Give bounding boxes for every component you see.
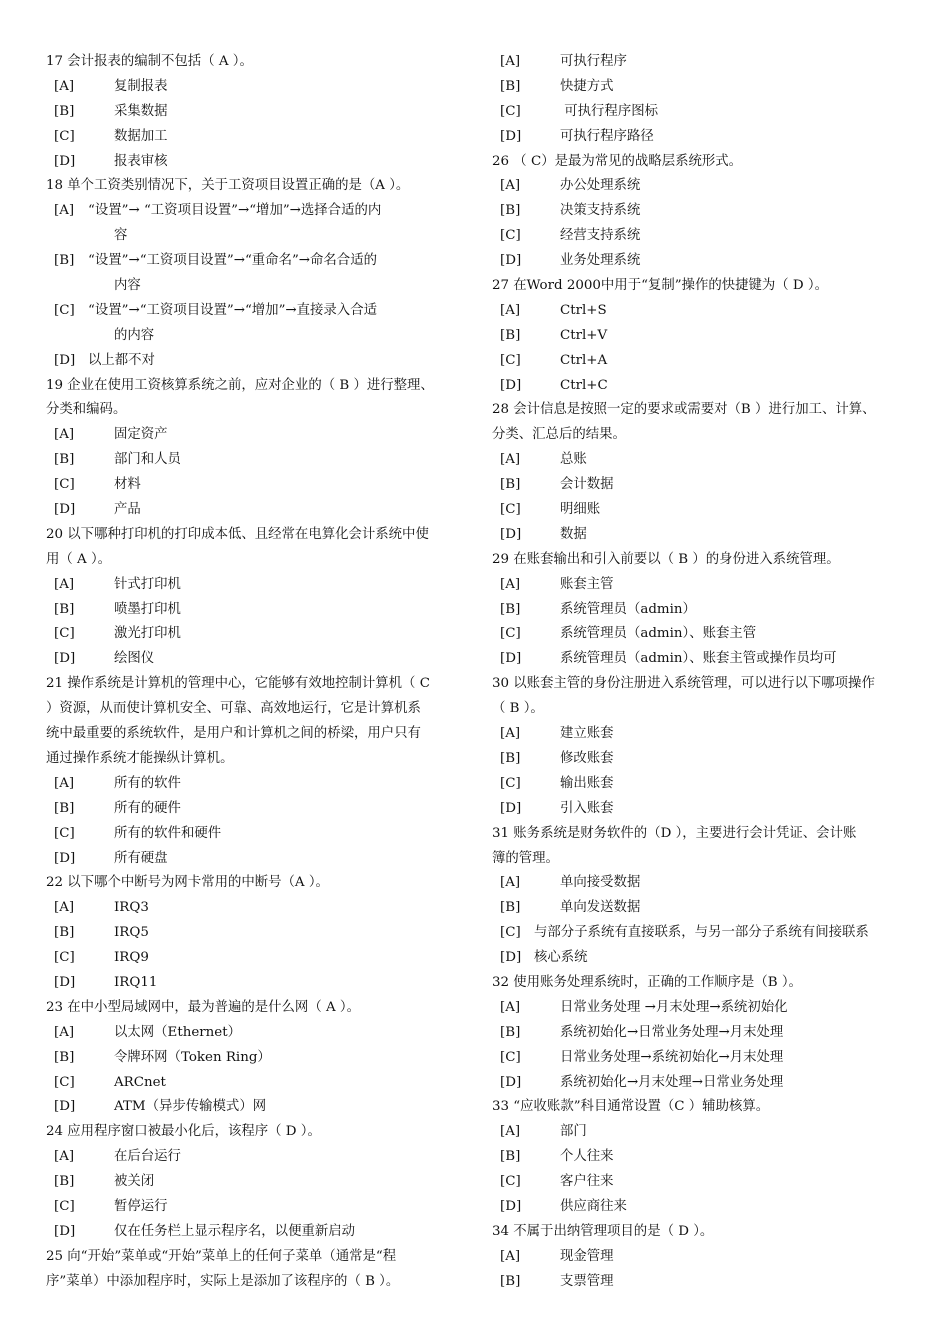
answer-option [46,772,466,797]
answer-option [492,747,922,772]
question-text-continued: 通过操作系统才能操纵计算机。 [46,750,234,766]
option-letter: [A] [500,178,521,194]
option-letter: [D] [500,253,522,269]
answer-option [492,75,922,100]
option-letter: [B] [54,103,75,119]
option-letter: [D] [54,1223,76,1239]
answer-option [492,1170,922,1195]
option-text: 单向发送数据 [560,900,641,916]
option-letter: [A] [54,78,75,94]
answer-option [46,971,466,996]
option-letter: [A] [500,576,521,592]
option-letter: [D] [500,1074,522,1090]
option-text: 仅在任务栏上显示程序名，以便重新启动 [114,1223,356,1239]
option-text: 数据加工 [114,128,168,144]
option-letter: [A] [500,452,521,468]
answer-option [492,498,922,523]
option-text: 在后台运行 [114,1149,181,1165]
option-letter: [B] [500,203,521,219]
question-text-continued: （ B ）。 [492,701,544,717]
answer-option [492,647,922,672]
answer-option [492,349,922,374]
answer-option [492,1195,922,1220]
answer-option [46,946,466,971]
question-text: 22 以下哪个中断号为网卡常用的中断号（A ）。 [46,875,329,891]
option-text: 账套主管 [560,576,614,592]
answer-option [492,448,922,473]
option-letter: [B] [500,601,521,617]
answer-option [46,299,466,324]
option-text: 支票管理 [560,1273,614,1289]
option-text: 所有的软件和硬件 [114,825,222,841]
option-letter: [B] [500,477,521,493]
option-letter: [A] [500,54,521,69]
question-text-continued: 分类和编码。 [46,402,127,418]
option-text: 固定资产 [114,427,168,443]
answer-option [492,299,922,324]
answer-option [46,125,466,150]
option-letter: [D] [500,800,522,816]
option-text: “设置”→ “工资项目设置”→“增加”→选择合适的内 [88,203,382,219]
option-text: ARCnet [114,1074,166,1090]
answer-option [46,598,466,623]
answer-option [46,75,466,100]
option-text: 总账 [560,452,587,468]
left-column [46,50,466,1295]
option-text: “设置”→“工资项目设置”→“重命名”→命名合适的 [88,253,377,269]
answer-option [46,1170,466,1195]
option-letter: [D] [54,502,76,518]
option-text: 可执行程序 [560,54,627,69]
option-text: 可执行程序路径 [560,128,654,144]
answer-option [46,1195,466,1220]
option-text: 以太网（Ethernet） [114,1024,241,1040]
question-text: 20 以下哪种打印机的打印成本低、且经常在电算化会计系统中使 [46,526,429,542]
answer-option [46,1071,466,1096]
option-letter: [B] [500,900,521,916]
option-text: 系统管理员（admin）、账套主管或操作员均可 [560,651,837,667]
question-text: 21 操作系统是计算机的管理中心，它能够有效地控制计算机（ C [46,676,430,692]
option-letter: [B] [500,78,521,94]
option-text-continued: 内容 [114,278,141,294]
answer-option [492,174,922,199]
option-letter: [D] [54,850,76,866]
question-text-continued: 分类、汇总后的结果。 [492,427,626,443]
option-letter: [D] [54,153,76,169]
option-letter: [B] [54,1049,75,1065]
option-text: IRQ5 [114,925,149,941]
option-text: Ctrl+C [560,377,608,393]
option-text: 系统初始化→月末处理→日常业务处理 [560,1074,784,1090]
answer-option [492,1245,922,1270]
option-text: 系统管理员（admin）、账套主管 [560,626,757,642]
answer-option [492,921,922,946]
answer-option [492,996,922,1021]
option-letter: [D] [500,377,522,393]
option-text: 部门和人员 [114,452,181,468]
option-text: IRQ11 [114,974,158,990]
option-text: IRQ9 [114,950,149,966]
option-text: 针式打印机 [114,576,181,592]
right-column [492,50,922,1295]
option-text: 经营支持系统 [560,228,641,244]
answer-option [46,647,466,672]
question-text-continued: 统中最重要的系统软件，是用户和计算机之间的桥梁，用户只有 [46,726,421,742]
option-text: 被关闭 [114,1174,155,1190]
option-text: 客户往来 [560,1174,614,1190]
answer-option [46,847,466,872]
answer-option [492,249,922,274]
answer-option [492,1071,922,1096]
option-letter: [C] [500,1049,521,1065]
question-text: 28 会计信息是按照一定的要求或需要对（B ）进行加工、计算、 [492,402,876,418]
option-letter: [A] [54,576,75,592]
answer-option [492,100,922,125]
answer-option [492,125,922,150]
option-text: 单向接受数据 [560,875,641,891]
option-letter: [D] [500,1198,522,1214]
option-letter: [A] [54,1149,75,1165]
option-letter: [C] [500,1174,521,1190]
answer-option [492,573,922,598]
option-letter: [A] [500,999,521,1015]
option-letter: [D] [54,352,76,368]
question-text: 17 会计报表的编制不包括（ A ）。 [46,54,253,69]
option-letter: [A] [54,1024,75,1040]
option-letter: [A] [500,726,521,742]
option-letter: [B] [54,1174,75,1190]
option-text: 材料 [114,477,141,493]
option-letter: [C] [54,1198,75,1214]
option-letter: [C] [500,103,521,119]
answer-option [492,622,922,647]
answer-option [46,921,466,946]
option-text: 办公处理系统 [560,178,641,194]
question-text-continued: 序”菜单）中添加程序时，实际上是添加了该程序的（ B ）。 [46,1273,400,1289]
option-letter: [B] [500,1024,521,1040]
option-text: 修改账套 [560,750,614,766]
question-text: 32 使用账务处理系统时，正确的工作顺序是（B ）。 [492,974,802,990]
answer-option [46,822,466,847]
option-text: 引入账套 [560,800,614,816]
option-letter: [C] [500,775,521,791]
option-letter: [D] [500,950,522,966]
option-letter: [A] [500,1248,521,1264]
answer-option [46,1220,466,1245]
option-letter: [C] [54,950,75,966]
option-text: 采集数据 [114,103,168,119]
option-text: 核心系统 [534,950,588,966]
option-text: 报表审核 [114,153,168,169]
option-text: 明细账 [560,502,601,518]
answer-option [492,224,922,249]
option-letter: [B] [500,1273,521,1289]
option-letter: [C] [500,502,521,518]
question-text: 19 企业在使用工资核算系统之前，应对企业的（ B ）进行整理、 [46,377,434,393]
answer-option [492,1021,922,1046]
option-text: 供应商往来 [560,1198,627,1214]
answer-option [492,324,922,349]
option-text: 日常业务处理 →月末处理→系统初始化 [560,999,788,1015]
question-text: 31 账务系统是财务软件的（D ），主要进行会计凭证、会计账 [492,825,857,841]
question-text: 34 不属于出纳管理项目的是（ D ）。 [492,1223,714,1239]
option-letter: [C] [54,825,75,841]
answer-option [492,1120,922,1145]
option-text-continued: 容 [114,228,128,244]
answer-option [46,1095,466,1120]
option-letter: [C] [54,477,75,493]
option-text: 现金管理 [560,1248,614,1264]
option-text: 令牌环网（Token Ring） [114,1049,271,1065]
option-letter: [C] [500,228,521,244]
option-text: “设置”→“工资项目设置”→“增加”→直接录入合适 [88,302,377,318]
option-letter: [D] [54,974,76,990]
answer-option [492,896,922,921]
option-text: 输出账套 [560,775,614,791]
answer-option [46,498,466,523]
answer-option [46,573,466,598]
option-text: 喷墨打印机 [114,601,181,617]
question-text: 26 （ C）是最为常见的战略层系统形式。 [492,153,743,169]
option-text: 业务处理系统 [560,253,641,269]
option-text: Ctrl+V [560,327,608,343]
answer-option [492,722,922,747]
answer-option [492,50,922,75]
option-text: IRQ3 [114,900,149,916]
option-text: 决策支持系统 [560,203,641,219]
option-text: 部门 [560,1124,587,1140]
option-text: 所有硬盘 [114,850,168,866]
option-letter: [B] [54,452,75,468]
option-letter: [C] [54,1074,75,1090]
option-text-continued: 的内容 [114,327,155,343]
option-text: Ctrl+S [560,302,607,318]
answer-option [46,1145,466,1170]
option-letter: [A] [54,427,75,443]
option-letter: [B] [500,327,521,343]
answer-option [46,150,466,175]
option-text: 个人往来 [560,1149,614,1165]
answer-option [46,622,466,647]
option-text: 系统管理员（admin） [560,601,696,617]
answer-option [46,896,466,921]
option-letter: [D] [54,651,76,667]
answer-option [46,199,466,224]
question-text: 27 在Word 2000中用于“复制”操作的快捷键为（ D ）。 [492,278,829,294]
option-text: ATM（异步传输模式）网 [114,1099,267,1115]
question-text: 25 向“开始”菜单或“开始”菜单上的任何子菜单（通常是“程 [46,1248,397,1264]
option-letter: [C] [500,352,521,368]
answer-option [46,100,466,125]
option-letter: [D] [500,128,522,144]
option-letter: [A] [500,875,521,891]
answer-option [46,1046,466,1071]
option-text: 激光打印机 [114,626,181,642]
answer-option [492,199,922,224]
option-text: 所有的软件 [114,775,181,791]
answer-option [46,349,466,374]
answer-option [492,523,922,548]
option-letter: [A] [54,775,75,791]
answer-option [46,249,466,274]
answer-option [46,448,466,473]
option-text: 产品 [114,502,141,518]
answer-option [492,598,922,623]
option-letter: [C] [500,925,521,941]
option-letter: [A] [500,302,521,318]
answer-option [492,946,922,971]
question-text: 24 应用程序窗口被最小化后，该程序（ D ）。 [46,1124,321,1140]
option-letter: [A] [500,1124,521,1140]
option-letter: [C] [500,626,521,642]
answer-option [492,473,922,498]
answer-option [46,1021,466,1046]
answer-option [46,473,466,498]
answer-option [492,1046,922,1071]
option-letter: [B] [500,750,521,766]
answer-option [46,423,466,448]
question-text: 23 在中小型局域网中，最为普遍的是什么网（ A ）。 [46,999,360,1015]
option-text: 日常业务处理→系统初始化→月末处理 [560,1049,784,1065]
option-letter: [B] [54,601,75,617]
option-letter: [B] [54,253,75,269]
answer-option [492,797,922,822]
option-text: 数据 [560,526,587,542]
option-text: 复制报表 [114,78,168,94]
option-letter: [A] [54,203,75,219]
option-letter: [B] [54,925,75,941]
option-letter: [B] [500,1149,521,1165]
option-letter: [A] [54,900,75,916]
option-text: 绘图仪 [114,651,155,667]
question-text-continued: 簿的管理。 [492,850,559,866]
option-letter: [D] [54,1099,76,1115]
question-text-continued: ）资源，从而使计算机安全、可靠、高效地运行，它是计算机系 [46,701,421,717]
option-text: 所有的硬件 [114,800,181,816]
option-letter: [C] [54,626,75,642]
answer-option [492,871,922,896]
answer-option [492,772,922,797]
question-text-continued: 用（ A ）。 [46,551,112,567]
option-text: 快捷方式 [560,78,614,94]
option-text: 建立账套 [560,726,614,742]
option-text: 系统初始化→日常业务处理→月末处理 [560,1024,784,1040]
answer-option [46,797,466,822]
option-letter: [C] [54,302,75,318]
option-text: 暂停运行 [114,1198,168,1214]
answer-option [492,1270,922,1295]
option-letter: [D] [500,651,522,667]
option-letter: [D] [500,526,522,542]
option-letter: [C] [54,128,75,144]
answer-option [492,374,922,399]
question-text: 30 以账套主管的身份注册进入系统管理，可以进行以下哪项操作 [492,676,875,692]
question-text: 18 单个工资类别情况下，关于工资项目设置正确的是（A ）。 [46,178,410,194]
answer-option [492,1145,922,1170]
option-text: Ctrl+A [560,352,608,368]
option-letter: [B] [54,800,75,816]
option-text: 以上都不对 [88,352,155,368]
question-text: 29 在账套输出和引入前要以（ B ）的身份进入系统管理。 [492,551,840,567]
option-text: 可执行程序图标 [560,103,658,119]
option-text: 会计数据 [560,477,614,493]
option-text: 与部分子系统有直接联系，与另一部分子系统有间接联系 [534,925,869,941]
question-text: 33 “应收账款”科目通常设置（C ）辅助核算。 [492,1099,770,1115]
